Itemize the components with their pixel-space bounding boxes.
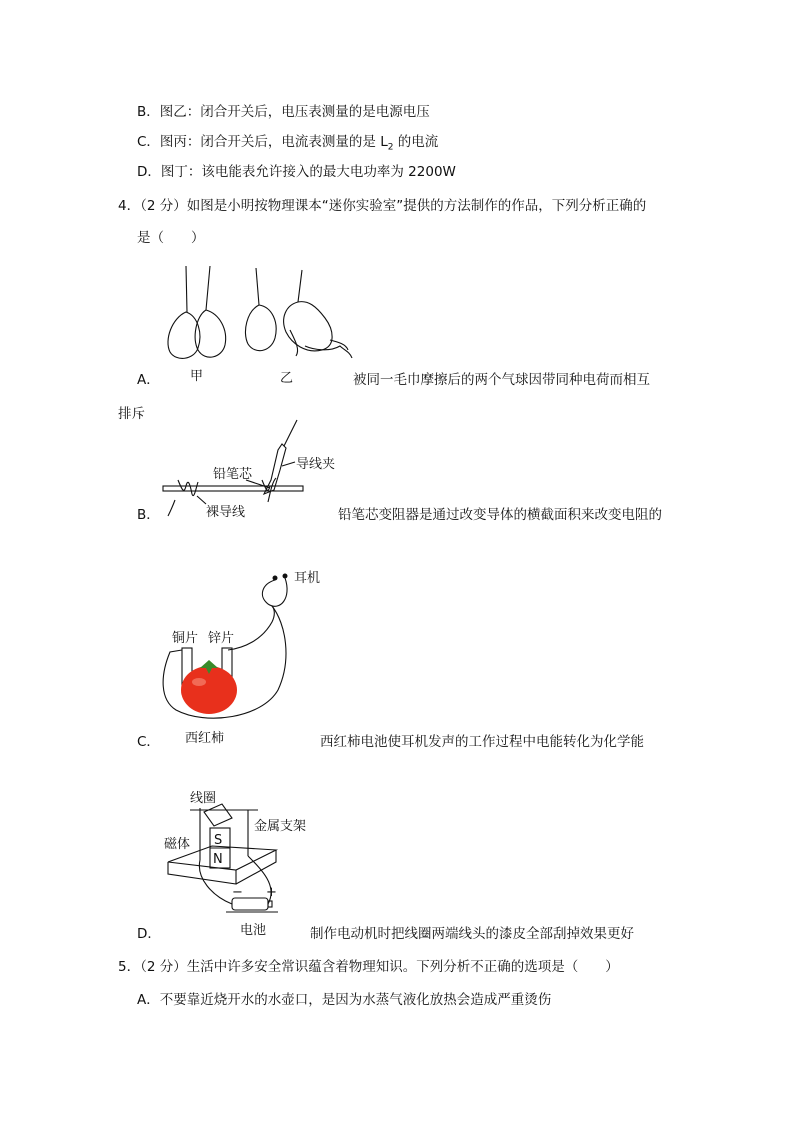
q4-option-d-letter: D． xyxy=(137,926,161,942)
q4-option-b-text: 铅笔芯变阻器是通过改变导体的横截面积来改变电阻的 xyxy=(338,507,662,523)
label-coil: 线圈 xyxy=(190,791,217,806)
q4-option-c-text: 西红柿电池使耳机发声的工作过程中电能转化为化学能 xyxy=(320,734,644,750)
q4-option-d-text: 制作电动机时把线圈两端线头的漆皮全部刮掉效果更好 xyxy=(310,926,634,942)
q3-option-c-subscript: 2 xyxy=(387,142,394,153)
label-magnet: 磁体 xyxy=(164,837,191,852)
q4-option-a-text-line2: 排斥 xyxy=(118,406,145,422)
magnet-n: N xyxy=(213,852,223,867)
label-zinc: 锌片 xyxy=(208,631,235,646)
label-bare-wire: 裸导线 xyxy=(206,505,246,520)
battery-plus: + xyxy=(266,885,277,900)
q5-option-a: A．不要靠近烧开水的水壶口，是因为水蒸气液化放热会造成严重烫伤 xyxy=(137,992,552,1008)
label-clip: 导线夹 xyxy=(296,457,336,472)
q4-stem-line2: 是（ ） xyxy=(137,230,205,246)
label-battery: 电池 xyxy=(240,923,267,938)
q3-option-c-suffix: 的电流 xyxy=(393,134,439,150)
label-earphone: 耳机 xyxy=(294,571,321,586)
q3-option-c-prefix: C．图丙：闭合开关后，电流表测量的是 L xyxy=(137,134,388,150)
q3-option-b: B．图乙：闭合开关后，电压表测量的是电源电压 xyxy=(137,104,430,120)
q4-option-b-letter: B． xyxy=(137,507,160,523)
magnet-s: S xyxy=(214,833,223,848)
label-copper: 铜片 xyxy=(172,631,199,646)
q4-option-a-letter: A． xyxy=(137,372,160,388)
label-metal-frame: 金属支架 xyxy=(254,819,307,834)
q4-option-a-text-line1: 被同一毛巾摩擦后的两个气球因带同种电荷而相互 xyxy=(353,372,650,388)
label-tomato: 西红柿 xyxy=(185,731,225,746)
q5-stem: 5．（2 分）生活中许多安全常识蕴含着物理知识。下列分析不正确的选项是（ ） xyxy=(118,959,619,975)
label-yi: 乙 xyxy=(280,371,294,386)
q4-stem-line1: 4．（2 分）如图是小明按物理课本“迷你实验室”提供的方法制作的作品，下列分析正确的 xyxy=(118,198,647,214)
label-pencil-lead: 铅笔芯 xyxy=(213,467,253,482)
q3-option-d: D．图丁：该电能表允许接入的最大电功率为 2200W xyxy=(137,164,456,180)
q4-option-c-letter: C． xyxy=(137,734,160,750)
label-jia: 甲 xyxy=(190,369,204,384)
battery-minus: − xyxy=(232,885,243,900)
